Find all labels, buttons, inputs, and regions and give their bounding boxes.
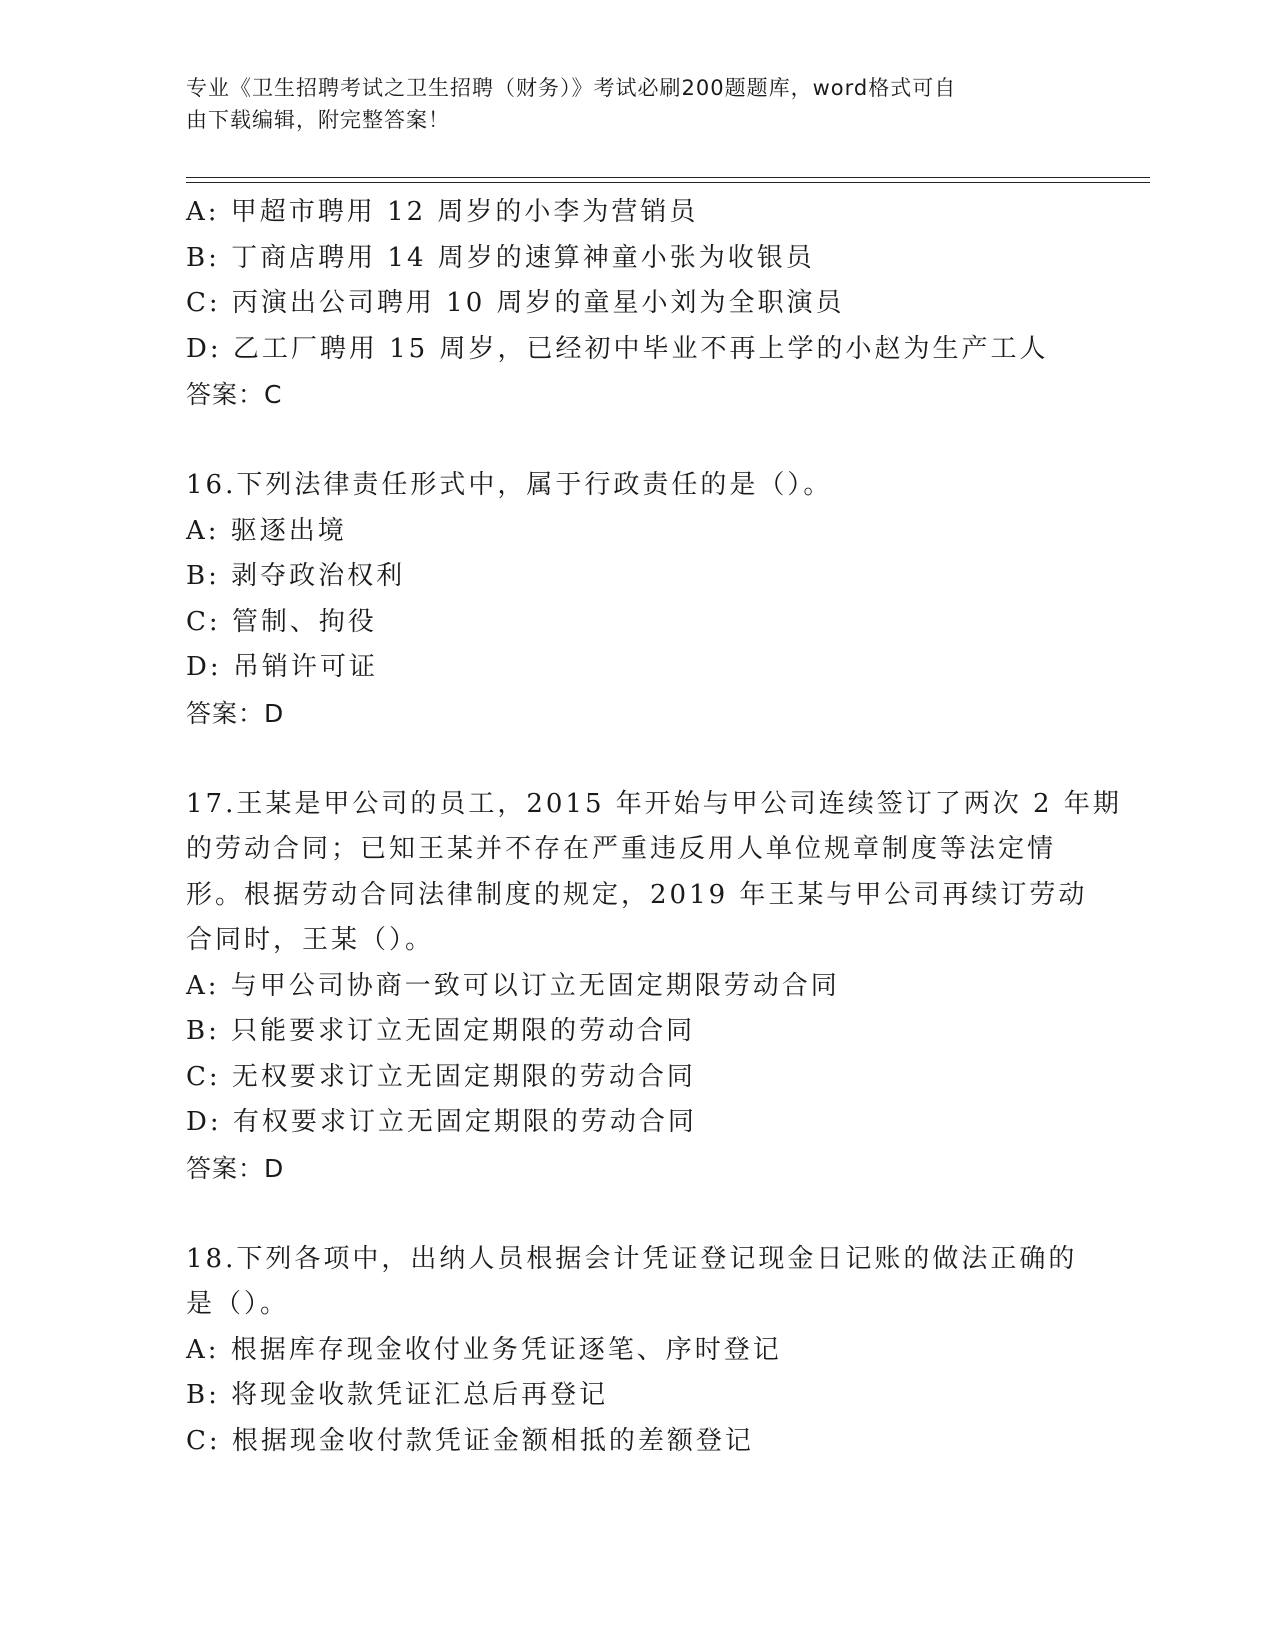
option-a: A: 与甲公司协商一致可以订立无固定期限劳动合同 [186,970,840,1001]
question-stem-line-1: 18.下列各项中，出纳人员根据会计凭证登记现金日记账的做法正确的 [186,1243,1078,1274]
header-title-line-2: 由下载编辑，附完整答案！ [186,108,450,132]
question-16 [186,463,1086,736]
answer: 答案：D [186,1153,285,1183]
option-b: B: 只能要求订立无固定期限的劳动合同 [186,1016,696,1046]
question-stem-line-4: 合同时，王某（）。 [186,925,435,955]
spacer [186,1191,1086,1237]
spacer [186,418,1086,464]
question-stem-line-2: 是（）。 [186,1289,290,1319]
question-list [186,190,1122,1464]
header-divider-bottom [186,182,1150,183]
option-c: C: 无权要求订立无固定期限的劳动合同 [186,1061,696,1092]
option-d: D: 吊销许可证 [186,652,378,682]
answer: 答案：D [186,698,285,728]
question-15 [186,190,1086,418]
question-17 [186,782,1122,1192]
question-stem-line-3: 形。根据劳动合同法律制度的规定，2019 年王某与甲公司再续订劳动 [186,879,1088,910]
option-b: B: 将现金收款凭证汇总后再登记 [186,1380,609,1410]
question-stem: 16.下列法律责任形式中，属于行政责任的是（）。 [186,470,833,500]
header-title-line-1: 专业《卫生招聘考试之卫生招聘（财务）》考试必刷200题题库，word格式可自 [186,76,957,100]
spacer [186,736,1086,782]
option-a: A: 驱逐出境 [186,515,347,546]
option-c: C: 管制、拘役 [186,606,377,637]
question-18 [186,1237,1086,1465]
option-d: D: 有权要求订立无固定期限的劳动合同 [186,1107,697,1137]
header-divider-top [186,177,1150,178]
option-a: A: 根据库存现金收付业务凭证逐笔、序时登记 [186,1334,782,1365]
option-b: B: 剥夺政治权利 [186,561,406,591]
question-stem-line-2: 的劳动合同；已知王某并不存在严重违反用人单位规章制度等法定情 [186,834,1057,864]
option-c: C: 丙演出公司聘用 10 周岁的童星小刘为全职演员 [186,288,845,318]
option-a: A: 甲超市聘用 12 周岁的小李为营销员 [186,197,699,227]
option-c: C: 根据现金收付款凭证金额相抵的差额登记 [186,1425,754,1456]
option-d: D: 乙工厂聘用 15 周岁，已经初中毕业不再上学的小赵为生产工人 [186,333,1049,364]
answer: 答案：C [186,380,283,409]
option-b: B: 丁商店聘用 14 周岁的速算神童小张为收银员 [186,242,815,273]
document-header [186,72,1066,136]
question-stem-line-1: 17.王某是甲公司的员工，2015 年开始与甲公司连续签订了两次 2 年期 [186,788,1122,819]
